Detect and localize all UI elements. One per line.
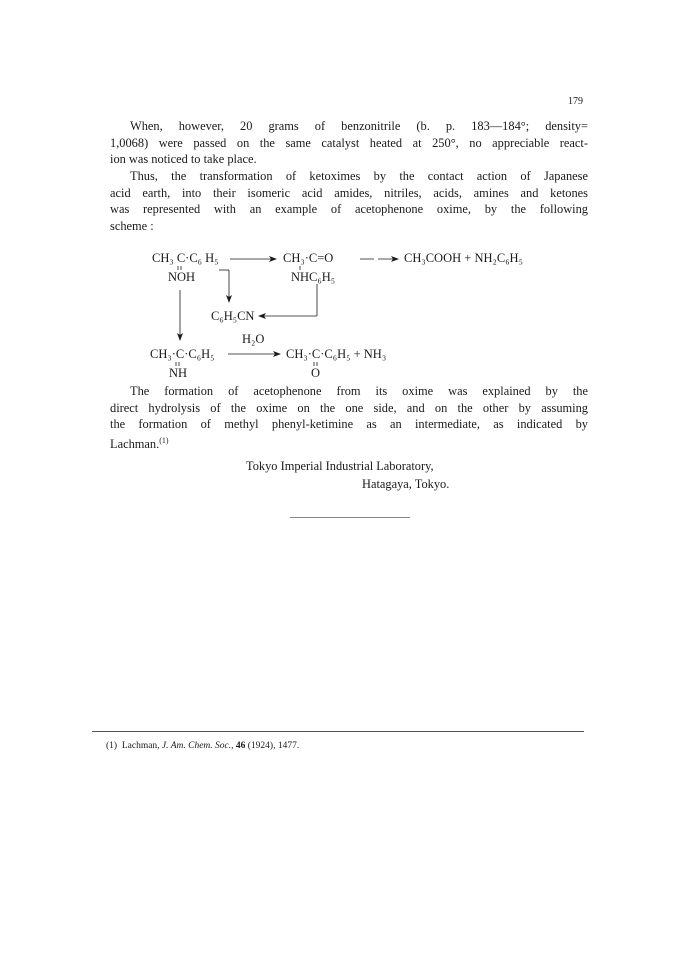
footnote-rule [92,731,584,732]
footnote-journal: J. Am. Chem. Soc., [161,741,234,751]
ketone-oxygen: O [311,366,321,380]
footnote-reference: (1) [159,435,169,445]
anilide-group: NHC₆H₅ [291,270,336,284]
footnote-details: (1924), 1477. [247,741,300,751]
footnote-marker: (1) [106,741,118,751]
page-number: 179 [568,96,583,107]
text-line-end: Lachman. [110,436,160,451]
footnote [106,741,299,751]
paragraph-formation [110,383,588,452]
imine-group: NH [169,366,188,380]
text-line: 1,0068) were passed on the same catalyst heated at 250°, no appreciable react- [110,135,588,150]
section-divider [290,517,410,518]
acetophenone-oxime-formula: CH₃ C·C₆ H₅ [152,251,219,265]
text-line: The formation of acetophenone from its oxime was explained by the [130,384,588,398]
text-line: the formation of methyl phenyl-ketimine as an intermediate, as indicated by [110,417,588,431]
acetophenone-products: CH₃·C·C₆H₅ + NH₃ [286,347,387,361]
text-line: acid earth, into their isomeric acid amides, nitriles, acids, amines and ketones [110,185,588,200]
text-line [110,433,588,453]
text-line: scheme : [110,218,154,233]
text-line: Thus, the transformation of ketoximes by the contact action of Japanese [130,169,588,183]
text-line: When, however, 20 grams of benzonitrile (b. p. 183—184°; density= [130,119,588,133]
affiliation-line2: Hatagaya, Tokyo. [362,477,450,491]
footnote-volume: 46 [235,741,246,751]
benzonitrile-formula: C₆H₅CN [211,309,255,323]
acetanilide-formula: CH₃·C=O [283,251,334,265]
text-line: ion was noticed to take place. [110,152,257,166]
oxime-group: NOH [168,270,196,284]
text-line: direct hydrolysis of the oxime on the one side, and on the other by assuming [110,400,588,415]
hydrolysis-products: CH₃COOH + NH₂C₆H₅ [404,251,523,265]
affiliation-line1: Tokyo Imperial Industrial Laboratory, [246,459,434,473]
ketimine-formula: CH₃·C·C₆H₅ [150,347,215,361]
footnote-author: Lachman, [121,741,160,751]
text-line: was represented with an example of acetophenone oxime, by the following [110,202,588,216]
water-label: H₂O [242,332,265,346]
